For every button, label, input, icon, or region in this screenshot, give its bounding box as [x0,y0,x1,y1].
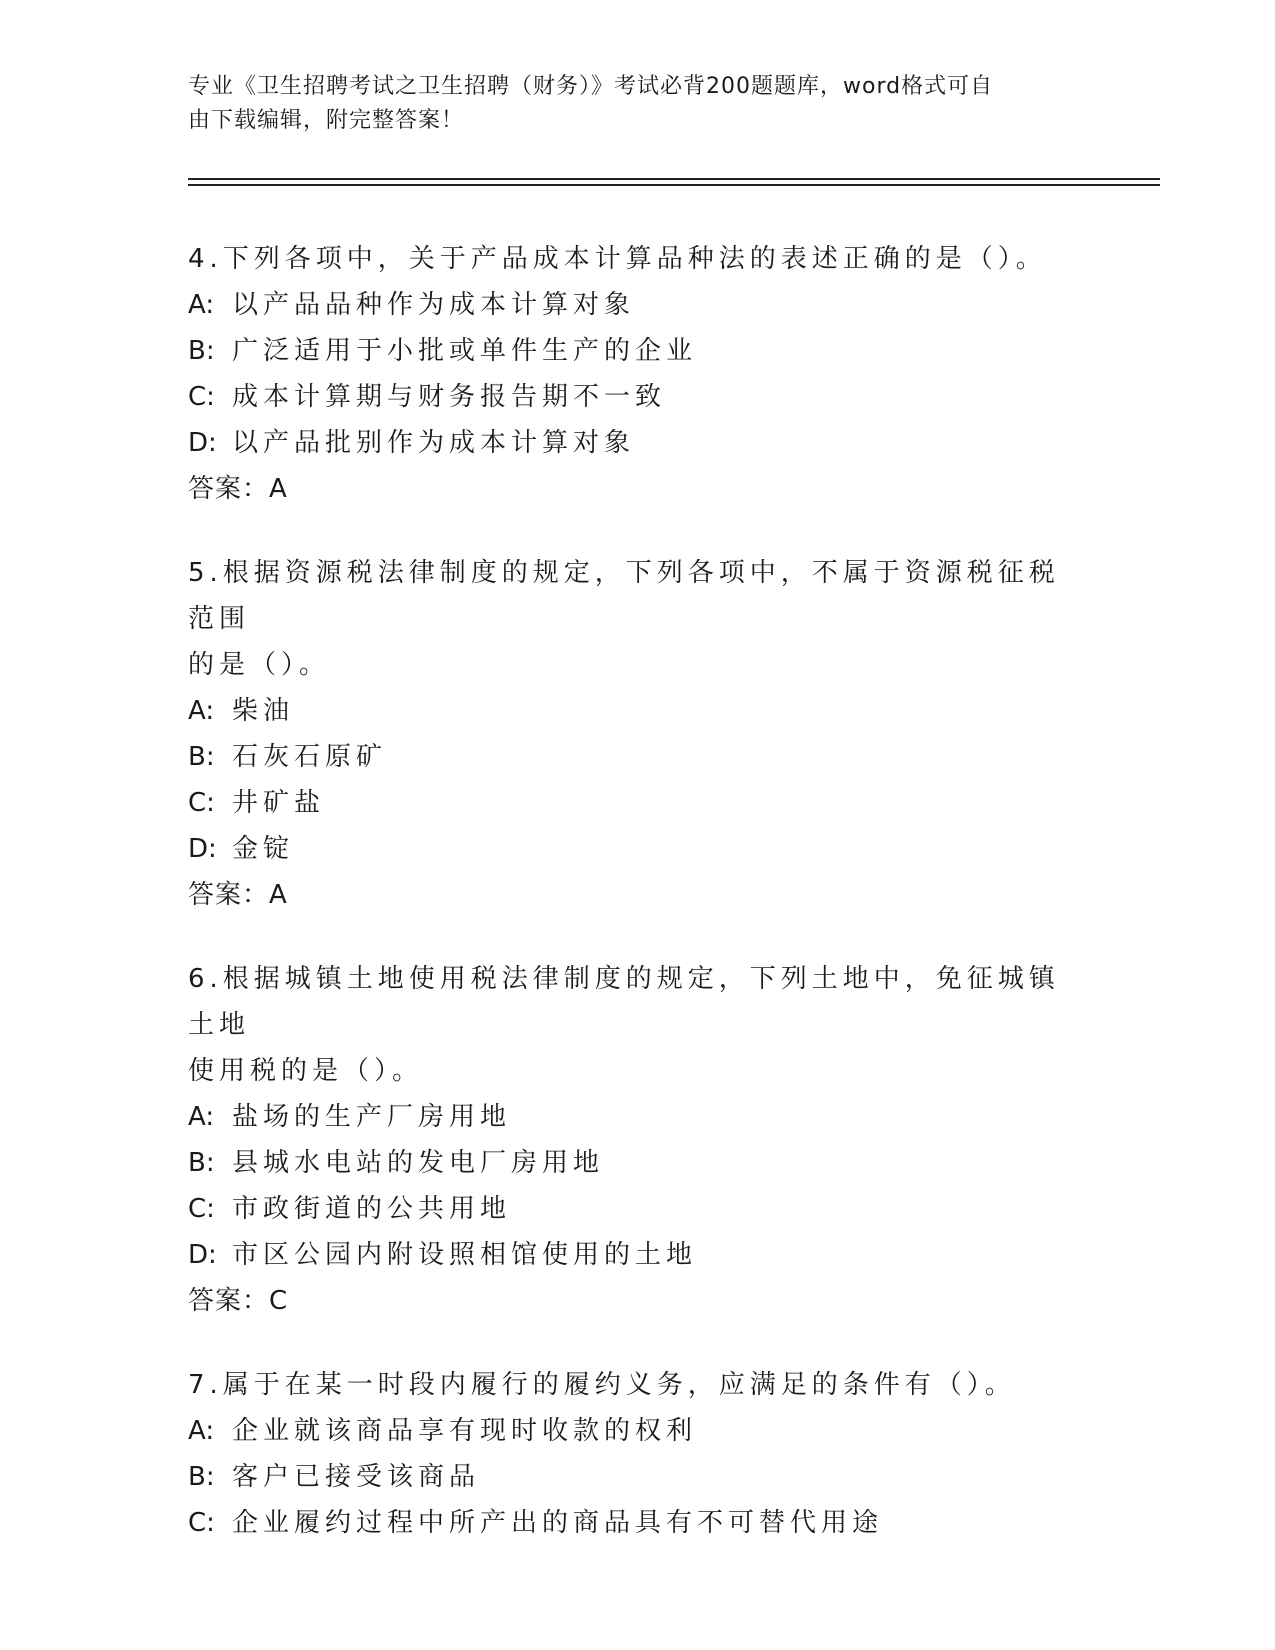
option-letter: A: [188,696,215,726]
option-letter: D: [188,428,217,458]
option-letter: C: [188,382,215,412]
question-stem: 5.根据资源税法律制度的规定，下列各项中，不属于资源税征税范围 [188,558,1060,634]
option-text: 石灰石原矿 [232,742,388,772]
option-text: 企业就该商品享有现时收款的权利 [232,1416,698,1446]
header-line-2: 由下载编辑，附完整答案！ [188,108,465,133]
option-b [188,734,1088,780]
option-c [188,374,1088,420]
option-a [188,1094,1088,1140]
option-text: 柴油 [232,696,295,726]
option-a [188,282,1088,328]
option-c [188,780,1088,826]
question-6 [188,956,1088,1324]
header-line-1: 专业《卫生招聘考试之卫生招聘（财务）》考试必背200题题库，word格式可自 [188,74,994,99]
question-stem: 4.下列各项中，关于产品成本计算品种法的表述正确的是（）。 [188,244,1047,274]
option-text: 市区公园内附设照相馆使用的土地 [232,1240,698,1270]
option-letter: C: [188,1194,215,1224]
option-letter: B: [188,1148,215,1178]
option-text: 金锭 [232,834,295,864]
option-b [188,328,1088,374]
question-stem: 6.根据城镇土地使用税法律制度的规定，下列土地中，免征城镇土地 [188,964,1060,1040]
option-a [188,688,1088,734]
option-b [188,1454,1088,1500]
option-d [188,1232,1088,1278]
question-list [188,236,1088,1584]
option-text: 县城水电站的发电厂房用地 [232,1148,605,1178]
option-letter: A: [188,1416,215,1446]
question-stem: 7.属于在某一时段内履行的履约义务，应满足的条件有（）。 [188,1370,1016,1400]
question-stem-continued: 的是（）。 [188,650,331,680]
option-letter: B: [188,1462,215,1492]
option-text: 以产品批别作为成本计算对象 [232,428,636,458]
option-letter: C: [188,788,215,818]
document-header [188,70,1088,138]
option-a [188,1408,1088,1454]
answer-line: 答案：A [188,474,288,504]
question-4 [188,236,1088,512]
question-5 [188,550,1088,918]
option-text: 以产品品种作为成本计算对象 [232,290,636,320]
question-stem-continued: 使用税的是（）。 [188,1056,424,1086]
option-text: 井矿盐 [232,788,326,818]
question-7 [188,1362,1088,1546]
option-text: 企业履约过程中所产出的商品具有不可替代用途 [232,1508,884,1538]
option-text: 成本计算期与财务报告期不一致 [232,382,667,412]
option-text: 客户已接受该商品 [232,1462,481,1492]
option-letter: A: [188,1102,215,1132]
option-letter: D: [188,1240,217,1270]
option-letter: A: [188,290,215,320]
option-d [188,826,1088,872]
option-d [188,420,1088,466]
header-divider-bottom [188,184,1160,186]
option-b [188,1140,1088,1186]
header-divider-top [188,178,1160,180]
option-letter: C: [188,1508,215,1538]
option-letter: D: [188,834,217,864]
option-c [188,1186,1088,1232]
answer-line: 答案：A [188,880,288,910]
answer-line: 答案：C [188,1286,289,1316]
option-text: 市政街道的公共用地 [232,1194,512,1224]
option-letter: B: [188,742,215,772]
option-c [188,1500,1088,1546]
option-text: 广泛适用于小批或单件生产的企业 [232,336,698,366]
option-text: 盐场的生产厂房用地 [232,1102,512,1132]
option-letter: B: [188,336,215,366]
